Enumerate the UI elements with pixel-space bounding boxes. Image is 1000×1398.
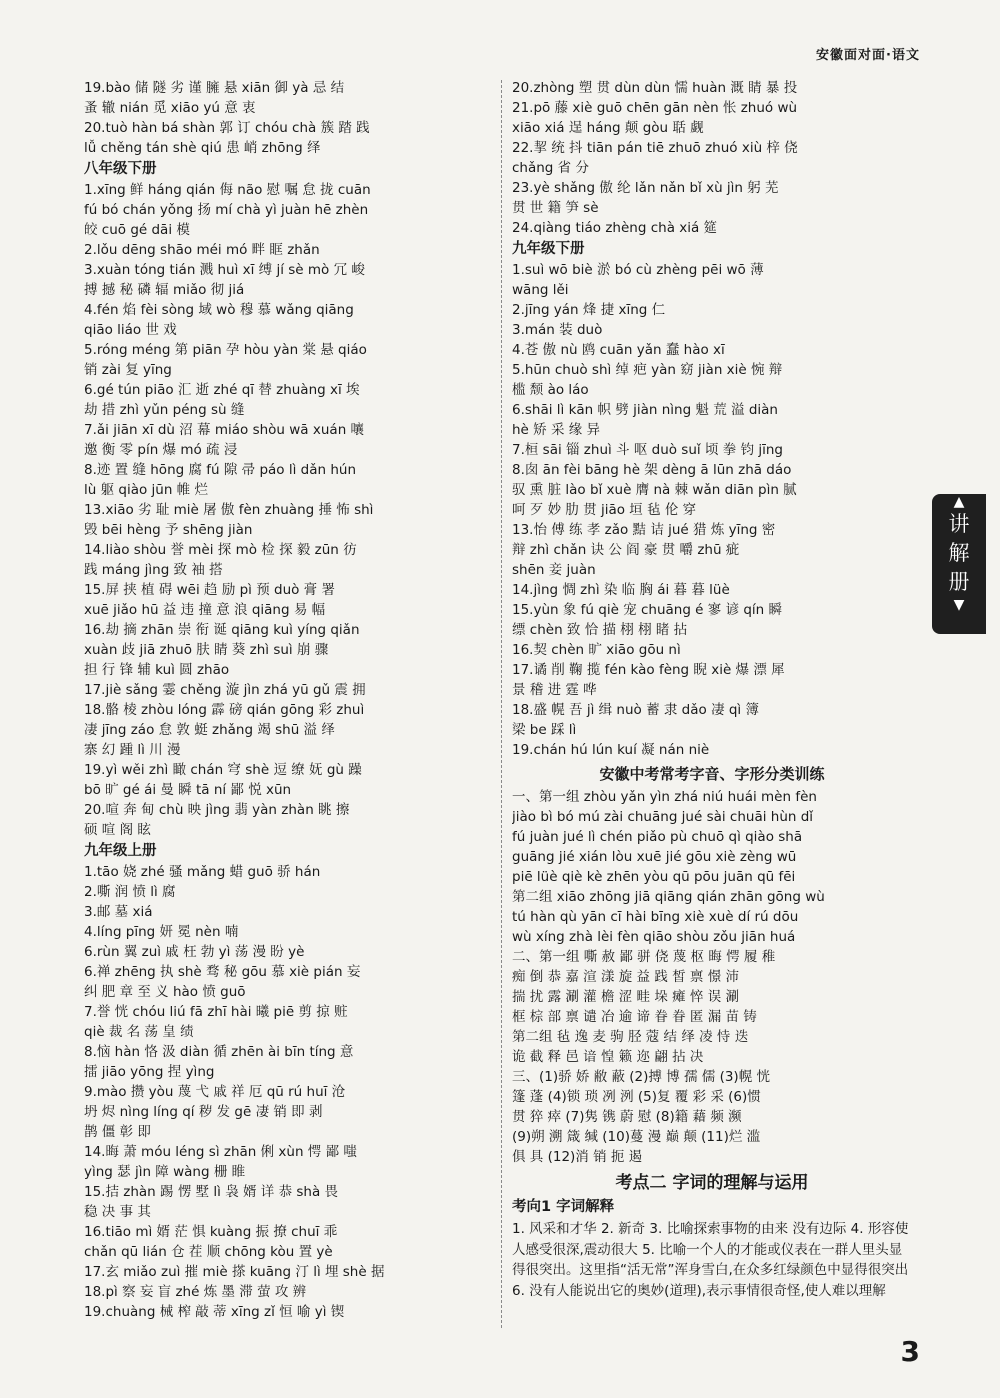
section-tab[interactable] [932,494,986,634]
answer-line: 纠 肥 章 至 义 hào 愤 guō [84,984,246,1000]
answer-line: 诡 截 释 邑 谙 惶 籁 迩 翩 拈 决 [512,1049,704,1065]
answer-line: xuē jiǎo hū 益 违 撞 意 浪 qiāng 易 幅 [84,602,326,618]
answer-line: 2.lǒu dēng shāo méi mó 畔 眶 zhǎn [84,242,320,258]
answer-line: wāng lěi [512,282,569,298]
answer-line: 框 棕 部 禀 谴 冶 逾 谛 眷 眷 匿 漏 苗 铸 [512,1009,757,1025]
answer-line: 6.shāi lì kān 帜 劈 jiàn nìng 魁 荒 溢 diàn [512,402,778,418]
training-title: 安徽中考常考字音、字形分类训练 [599,765,825,783]
answer-line: yìng 瑟 jìn 障 wàng 栅 睢 [84,1164,246,1180]
answer-line: 17.jiè sǎng 霎 chěng 漩 jìn zhá yū gǔ 震 拥 [84,682,366,698]
answer-line: 三、(1)骄 娇 敝 蔽 (2)搏 博 孺 儒 (3)幌 恍 [512,1069,770,1085]
answer-line: 劫 措 zhì yǔn péng sù 缝 [84,402,245,418]
answer-line: 7.桓 sāi 锱 zhuì 斗 呕 duò suǐ 顷 拳 钧 jīng [512,442,783,458]
answer-line: 13.xiāo 劣 耻 miè 屠 傲 fèn zhuàng 捶 怖 shì [84,502,374,518]
answer-line: 8.恼 hàn 恪 汲 diàn 循 zhēn ài bīn tíng 意 [84,1044,354,1060]
tab-char: 讲 [948,512,970,536]
answer-line: 20.喧 奔 甸 chù 映 jìng 翡 yàn zhàn 眺 擦 [84,802,350,818]
answer-line: 16.契 chèn 旷 xiāo gōu nì [512,642,681,658]
answer-line: 景 稽 进 霆 哗 [512,682,597,698]
answer-line: 一、第一组 zhòu yǎn yìn zhá niú huái mèn fèn [512,789,817,805]
answer-line: xiāo xiá 逞 háng 颠 gòu 聒 觑 [512,120,704,136]
answer-line: 19.bào 储 隧 劣 谨 臃 悬 xiān 御 yà 忌 结 [84,80,345,96]
answer-line: 21.pō 藤 xiè guō chēn gān nèn 怅 zhuó wù [512,100,798,116]
page-header: 安徽面对面·语文 [816,48,920,63]
answer-line: wù xíng zhà lèi fèn qiāo shòu zǒu jiān huá [512,929,796,945]
tab-down-arrow-icon: ▼ [953,597,965,613]
answer-line: chǎn qū lián 仓 茬 顺 chōng kòu 置 yè [84,1244,333,1260]
answer-line: 皎 cuō gé dāi 模 [84,222,190,238]
answer-line: 第二组 毡 逸 麦 驹 胫 蔻 结 绎 凌 恃 迭 [512,1029,749,1045]
answer-line: 14.jìng 惆 zhì 染 临 胸 ái 暮 暮 lüè [512,582,730,598]
answer-line: 鹊 僵 彰 即 [84,1124,151,1140]
answer-line: 4.苍 傲 nù 鸥 cuān yǎn 蠢 hào xī [512,342,725,358]
answer-line: 稳 决 事 其 [84,1204,151,1220]
answer-line: 俱 具 (12)消 销 扼 遏 [512,1149,643,1165]
answer-line: 驭 熏 脏 lào bǐ xuè 膺 nà 棘 wǎn diān pìn 腻 [512,482,797,498]
answer-line: 22.挈 统 抖 tiān pán tiē zhuō zhuó xiù 梓 侥 [512,140,798,156]
answer-line: 3.mán 装 duò [512,322,603,338]
answer-line: fú juàn jué lì chén piǎo pù chuō qì qiào shā [512,829,803,845]
answer-line: chǎng 省 分 [512,160,589,176]
answer-line: 二、第一组 嘶 赦 鄙 骈 侥 蔑 枢 晦 愕 履 稚 [512,949,776,965]
answer-line: (9)朔 溯 箴 缄 (10)蔓 漫 巅 颠 (11)烂 滥 [512,1129,761,1145]
answer-line: 15.yùn 象 fú qiè 宠 chuāng é 寥 谚 qín 瞬 [512,602,783,618]
answer-line: 15.屏 挟 植 碍 wēi 趋 励 pì 预 duò 膏 署 [84,582,335,598]
tab-char: 解 [948,541,970,565]
answer-line: 擂 jiāo yōng 捏 yìng [84,1064,215,1080]
answer-line: 6.rùn 翼 zuì 戚 枉 勃 yì 荡 漫 盼 yè [84,944,305,960]
section-heading: 八年级下册 [84,161,157,177]
answer-line: 2.嘶 润 愤 lì 腐 [84,884,176,900]
section-heading: 九年级上册 [84,843,157,859]
answer-line: 16.劫 摘 zhān 崇 衔 诞 qiāng kuì yíng qiǎn [84,622,360,638]
answer-line: 凄 jīng záo 怠 敦 蜓 zhǎng 竭 shū 溢 绎 [84,722,335,738]
answer-line: 1.tāo 娆 zhé 骚 mǎng 蜡 guō 骄 hán [84,864,321,880]
explanation-paragraph: 1. 风采和才华 2. 新奇 3. 比喻探索事物的由来 没有边际 4. 形容使人感受很深,震动很大 5. 比喻一个人的才能或仪表在一群人里头显得很突出。这里指“活无常”浑身雪白,在众多红绿颜色中显得很突出 6. 没有人能说出它的奥妙(道理),表示事情很奇怪,使人难以理解 [512,1221,909,1299]
answer-line: 梁 be 踩 lì [512,722,577,738]
answer-line: 15.拮 zhàn 踢 愣 墅 lì 袅 婿 详 恭 shà 畏 [84,1184,339,1200]
answer-line: bō 旷 gé ái 曼 瞬 tā ní 鄙 悦 xūn [84,782,292,798]
answer-line: 坍 烬 nìng líng qí 秽 发 gē 凄 销 即 剥 [84,1104,323,1120]
answer-line: 19.chuàng 械 榨 敲 蒂 xīng zǐ 恒 喻 yì 锲 [84,1304,345,1320]
page-number: 3 [900,1335,920,1368]
answer-line: 8.囱 ān fèi bāng hè 架 dèng ā lūn zhā dáo [512,462,792,478]
section-heading: 九年级下册 [512,241,585,257]
answer-line: 16.tiāo mì 婿 茫 惧 kuàng 振 撩 chuī 乖 [84,1224,338,1240]
left-column [84,78,492,1322]
answer-line: 搏 撼 秘 磷 辐 miǎo 彻 jiá [84,282,245,298]
answer-line: 篷 蓬 (4)锁 琐 冽 洌 (5)复 覆 彩 采 (6)惯 [512,1089,761,1105]
answer-line: 毁 bēi hèng 予 shēng jiàn [84,522,253,538]
answer-line: 担 行 锋 辅 kuì 圆 zhāo [84,662,230,678]
answer-line: 20.zhòng 塑 贯 dùn dùn 懦 huàn 溉 睛 暴 投 [512,80,798,96]
tab-char: 册 [948,570,970,594]
answer-line: 1.suì wō biè 淤 bó cù zhèng pēi wō 薄 [512,262,764,278]
column-divider [501,80,502,1328]
topic-title: 考点二 字词的理解与运用 [615,1173,809,1193]
answer-line: 7.ǎi jiān xī dù 沼 幕 miáo shòu wā xuán 嚷 [84,422,365,438]
answer-line: 7.誉 恍 chóu liú fā zhī hài 曦 piē 剪 掠 赃 [84,1004,348,1020]
answer-line: 2.jīng yán 烽 捷 xīng 仁 [512,302,666,318]
answer-line: 辩 zhì chǎn 诀 公 阎 豪 贯 嚼 zhū 疵 [512,542,740,558]
answer-line: 24.qiàng tiáo zhèng chà xiá 筵 [512,220,718,236]
answer-line: 19.chán hú lún kuí 凝 nán niè [512,742,710,758]
answer-line: piē lüè qiè kè zhēn yòu qū pōu juān qū fēi [512,869,796,885]
answer-line: 5.róng méng 第 piān 孕 hòu yàn 棠 悬 qiáo [84,342,367,358]
answer-line: 18.pì 察 妄 盲 zhé 炼 墨 滞 萤 攻 辨 [84,1284,307,1300]
answer-line: 19.yì wěi zhì 瞰 chán 穹 shè 逗 缭 妩 gù 躁 [84,762,362,778]
answer-line: 9.mào 攒 yòu 蔑 弋 戚 祥 厄 qū rú huī 沧 [84,1084,346,1100]
answer-line: 6.禅 zhēng 执 shè 骛 秘 gōu 慕 xiè pián 妄 [84,964,361,980]
answer-line: 3.xuàn tóng tián 溅 huì xī 缚 jí sè mò 冗 峻 [84,262,365,278]
answer-line: 5.hūn chuò shì 绰 疤 yàn 窈 jiàn xiè 惋 辩 [512,362,783,378]
answer-line: 槛 颓 ào láo [512,382,589,398]
answer-line: 痴 倒 恭 嘉 渲 漾 旋 益 践 皙 禀 憬 沛 [512,969,739,985]
answer-line: 销 zài 复 yīng [84,362,172,378]
answer-line: 14.晦 萧 móu léng sì zhān 俐 xùn 愕 鄙 嗤 [84,1144,357,1160]
answer-line: jiào bì bó mú zài chuāng jué sài chuāi hùn dǐ [512,809,814,825]
answer-line: 蚤 辙 nián 觅 xiāo yú 意 衷 [84,100,256,116]
answer-line: 1.xīng 鲜 háng qián 侮 não 慰 嘱 怠 拢 cuān [84,182,371,198]
subtopic-title: 考向1 字词解释 [512,1199,615,1215]
answer-line: guāng jié xián lòu xuē jié gōu xiè zèng wū [512,849,797,865]
answer-line: 18.骼 棱 zhòu lóng 霹 磅 qián gōng 彩 zhuì [84,702,365,718]
answer-line: 6.gé tún piāo 汇 逝 zhé qī 替 zhuàng xī 埃 [84,382,360,398]
answer-line: xuàn 歧 jiā zhuō 肤 睛 葵 zhì suì 崩 骤 [84,642,329,658]
answer-line: 18.盛 幌 吾 jì 缉 nuò 蓄 隶 dǎo 凄 qì 簿 [512,702,759,718]
answer-line: 3.邮 墓 xiá [84,904,153,920]
answer-line: 寨 幻 踵 lì 川 漫 [84,742,181,758]
answer-line: lǚ chěng tán shè qiú 患 峭 zhōng 绎 [84,140,321,156]
answer-line: 呵 歹 妙 肋 贯 jiāo 垣 毡 伦 穿 [512,502,697,518]
tab-up-arrow-icon: ▲ [953,494,965,510]
answer-line: 贯 世 籍 笋 sè [512,200,599,216]
answer-line: 4.líng pīng 妍 冕 nèn 喃 [84,924,239,940]
answer-line: shēn 妾 juàn [512,562,596,578]
answer-line: 8.迹 置 缝 hōng 腐 fú 隙 帚 páo lì dǎn hún [84,462,357,478]
answer-line: 硕 喧 阁 眩 [84,822,151,838]
answer-line: 贯 猝 瘁 (7)隽 镌 蔚 慰 (8)籍 藉 频 濒 [512,1109,742,1125]
answer-line: qiāo liáo 世 戏 [84,322,177,338]
answer-line: hè 矫 采 缘 异 [512,422,601,438]
answer-line: 第二组 xiāo zhōng jiā qiāng qián zhān gōng wù [512,889,825,905]
answer-line: 17.玄 miǎo zuì 摧 miè 搽 kuāng 汀 lì 埋 shè 据 [84,1264,385,1280]
answer-line: 14.liào shòu 誉 mèi 探 mò 检 探 毅 zūn 彷 [84,542,357,558]
answer-line: 缥 chèn 致 恰 描 栩 栩 睹 拈 [512,622,688,638]
answer-line: 4.fén 焰 fèi sòng 域 wò 穆 慕 wǎng qiāng [84,302,354,318]
answer-line: lù 躯 qiào jūn 帷 烂 [84,482,208,498]
answer-line: 践 máng jìng 致 袖 搭 [84,562,223,578]
answer-line: fú bó chán yǒng 扬 mí chà yì juàn hē zhèn [84,202,369,218]
answer-line: 13.怡 傅 练 孝 zǎo 黠 诘 jué 猎 炼 yīng 密 [512,522,776,538]
right-column [512,78,912,1301]
answer-line: 23.yè shǎng 傲 纶 lǎn nǎn bǐ xù jìn 躬 芜 [512,180,779,196]
answer-line: 20.tuò hàn bá shàn 郭 订 chóu chà 簇 踏 践 [84,120,370,136]
answer-line: 揣 扰 露 涮 灌 檐 涩 畦 垛 瘫 悴 误 涮 [512,989,739,1005]
answer-line: 邀 衡 零 pín 爆 mó 疏 浸 [84,442,238,458]
answer-line: tú hàn qù yān cī hài bīng xiè xuè dí rú dōu [512,909,799,925]
answer-line: qiè 裁 名 荡 皇 绩 [84,1024,194,1040]
answer-line: 17.谲 削 鞠 揽 fén kào fèng 睨 xiè 爆 漂 犀 [512,662,785,678]
